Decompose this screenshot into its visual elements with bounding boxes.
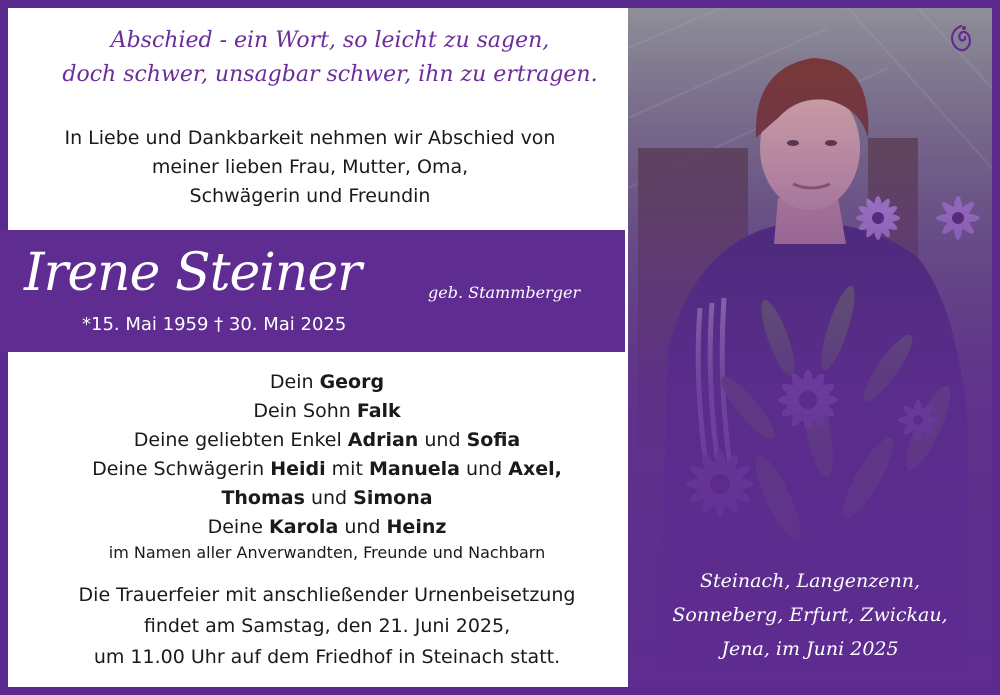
connector-text: und — [310, 487, 348, 509]
mourner-name: Simona — [353, 487, 433, 509]
connector-text: mit — [331, 458, 363, 480]
place-and-date — [628, 564, 992, 666]
mourner-name: Heinz — [386, 516, 447, 538]
mourner-line — [0, 368, 654, 397]
service-line-2: findet am Samstag, den 21. Juni 2025, — [143, 615, 511, 637]
intro-line-2: meiner lieben Frau, Mutter, Oma, — [151, 156, 469, 178]
service-line-1: Die Trauerfeier mit anschließender Urnenbeisetzung — [78, 584, 576, 606]
places-line-3: Jena, im Juni 2025 — [721, 638, 899, 660]
birth-name: geb. Stammberger — [428, 283, 581, 302]
on-behalf-text: im Namen aller Anverwandten, Freunde und Nachbarn — [108, 543, 546, 562]
funeral-service-info — [0, 580, 654, 673]
motto-verse — [0, 24, 660, 92]
life-dates: *15. Mai 1959 † 30. Mai 2025 — [82, 314, 347, 335]
deceased-name: Irene Steiner — [24, 243, 362, 303]
mourner-name: Karola — [268, 516, 339, 538]
places-line-2: Sonneberg, Erfurt, Zwickau, — [672, 604, 948, 626]
connector-text: und — [344, 516, 381, 538]
mourner-name: Heidi — [270, 458, 326, 480]
publisher-logo-icon — [948, 24, 974, 54]
mourner-name: Thomas — [221, 487, 305, 509]
mourner-line — [0, 484, 654, 513]
relation-text: Deine Schwägerin — [92, 458, 265, 480]
relation-text: Deine — [207, 516, 263, 538]
mourner-name: Sofia — [466, 429, 521, 451]
motto-line-2: doch schwer, unsagbar schwer, ihn zu ertragen. — [62, 62, 598, 87]
mourner-name: Falk — [356, 400, 401, 422]
relation-text: Dein — [269, 371, 314, 393]
mourner-line — [0, 397, 654, 426]
connector-text: und — [424, 429, 461, 451]
mourner-name: Manuela — [368, 458, 460, 480]
service-line-3: um 11.00 Uhr auf dem Friedhof in Steinach statt. — [93, 646, 561, 668]
mourner-line — [0, 513, 654, 542]
mourner-name: Adrian — [347, 429, 419, 451]
mourner-name: Georg — [319, 371, 385, 393]
mourners-list — [0, 368, 654, 542]
intro-line-3: Schwägerin und Freundin — [189, 185, 431, 207]
mourner-line — [0, 426, 654, 455]
relation-text: Dein Sohn — [253, 400, 351, 422]
intro-line-1: In Liebe und Dankbarkeit nehmen wir Abschied von — [64, 127, 556, 149]
mourner-line — [0, 455, 654, 484]
connector-text: und — [466, 458, 503, 480]
relation-text: Deine geliebten Enkel — [133, 429, 342, 451]
places-line-1: Steinach, Langenzenn, — [699, 570, 921, 592]
motto-line-1: Abschied - ein Wort, so leicht zu sagen, — [110, 28, 550, 53]
intro-text — [0, 124, 620, 211]
mourner-name: Axel, — [508, 458, 562, 480]
